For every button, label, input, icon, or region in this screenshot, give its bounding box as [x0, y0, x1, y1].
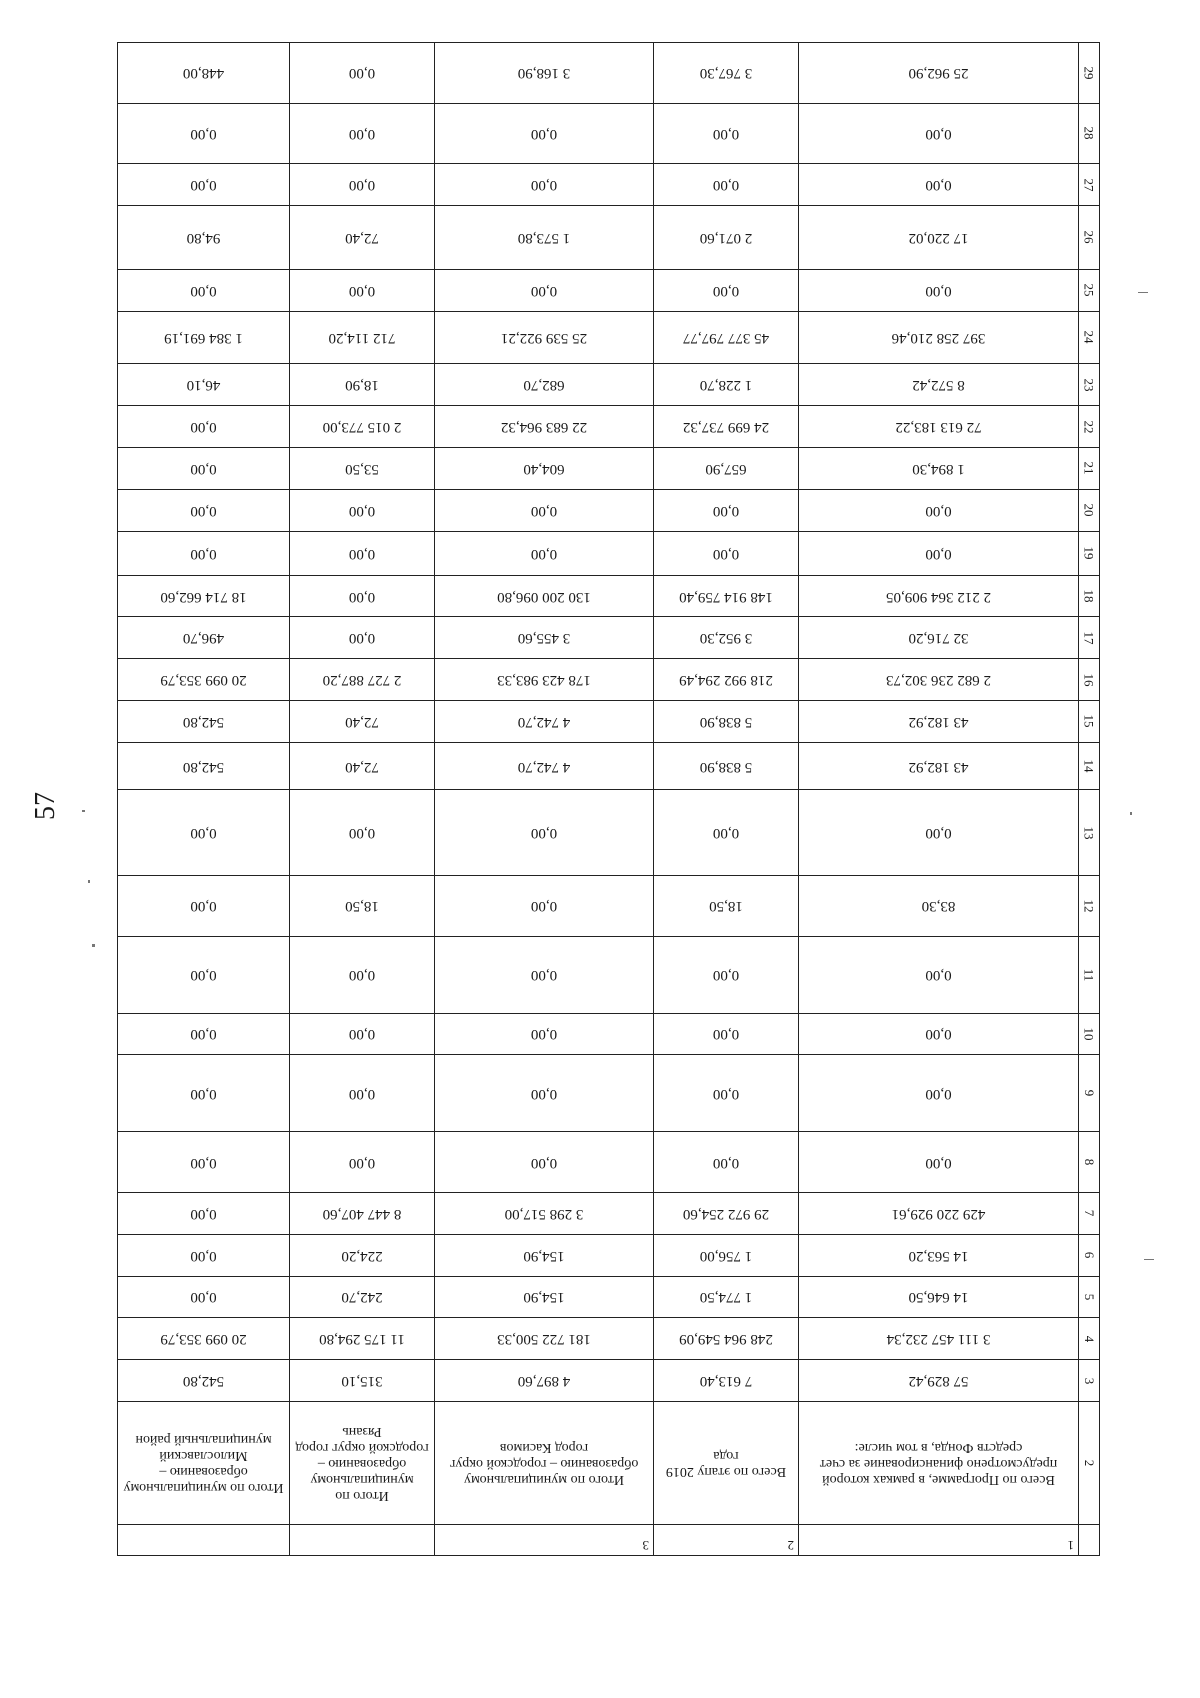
value-cell: 72 613 183,22 — [799, 406, 1079, 448]
value-cell: 2 682 236 302,73 — [799, 659, 1079, 701]
row-number-text: 19 — [1082, 546, 1097, 560]
row-number — [1079, 269, 1100, 311]
value-cell: 0,00 — [654, 531, 799, 575]
value-cell: 0,00 — [118, 531, 290, 575]
value-cell: 3 168,90 — [435, 43, 654, 104]
value-cell: 181 722 500,33 — [435, 1318, 654, 1360]
row-number — [1079, 1013, 1100, 1055]
row-number-text: 16 — [1082, 673, 1097, 687]
row-number — [1079, 1318, 1100, 1360]
value-cell: 2 071,60 — [654, 205, 799, 269]
value-cell: 0,00 — [435, 103, 654, 164]
table-row — [118, 790, 1100, 876]
value-cell: 53,50 — [290, 448, 435, 490]
table-row — [118, 1318, 1100, 1360]
row-number — [1079, 1234, 1100, 1276]
column-number-row — [118, 1525, 1100, 1556]
scan-mark — [1138, 292, 1148, 293]
value-cell: 25 962,90 — [799, 43, 1079, 104]
row-number-text: 3 — [1082, 1377, 1097, 1384]
table-row — [118, 406, 1100, 448]
value-cell: 8 447 407,60 — [290, 1192, 435, 1234]
value-cell: 712 114,20 — [290, 311, 435, 364]
value-cell: 0,00 — [118, 489, 290, 531]
value-cell: 604,40 — [435, 448, 654, 490]
value-cell: 2 212 364 909,05 — [799, 575, 1079, 617]
row-number — [1079, 1360, 1100, 1402]
value-cell: 0,00 — [290, 164, 435, 206]
table-row — [118, 936, 1100, 1013]
value-cell: 0,00 — [118, 936, 290, 1013]
value-cell: 0,00 — [118, 1055, 290, 1132]
value-cell: 3 952,30 — [654, 617, 799, 659]
table-row — [118, 1132, 1100, 1193]
value-cell: 0,00 — [290, 1132, 435, 1193]
value-cell: 0,00 — [799, 936, 1079, 1013]
row-number-text: 4 — [1082, 1335, 1097, 1342]
value-cell: 0,00 — [290, 43, 435, 104]
row-number-text: 21 — [1082, 461, 1097, 475]
value-cell: 0,00 — [290, 103, 435, 164]
row-number — [1079, 1401, 1100, 1524]
value-cell: 0,00 — [799, 790, 1079, 876]
value-cell: 0,00 — [654, 164, 799, 206]
value-cell: 154,90 — [435, 1234, 654, 1276]
value-cell: 14 563,20 — [799, 1234, 1079, 1276]
column-number-cell — [290, 1525, 435, 1556]
row-number — [1079, 936, 1100, 1013]
value-cell: 43 182,92 — [799, 701, 1079, 743]
value-cell: 1 384 691,19 — [118, 311, 290, 364]
value-cell: 0,00 — [799, 103, 1079, 164]
row-number — [1079, 1055, 1100, 1132]
value-cell: 29 972 254,60 — [654, 1192, 799, 1234]
row-number — [1079, 164, 1100, 206]
row-number-text: 2 — [1082, 1459, 1097, 1467]
column-number-cell — [1079, 1525, 1100, 1556]
value-cell: 0,00 — [118, 1132, 290, 1193]
value-cell: 72,40 — [290, 205, 435, 269]
value-cell: 1 894,30 — [799, 448, 1079, 490]
value-cell: 57 829,42 — [799, 1360, 1079, 1402]
value-cell: 154,90 — [435, 1276, 654, 1318]
row-number-text: 28 — [1082, 126, 1097, 140]
row-number-text: 15 — [1082, 714, 1097, 728]
value-cell: 5 838,90 — [654, 742, 799, 789]
value-cell: 0,00 — [654, 269, 799, 311]
scan-mark — [1144, 1259, 1154, 1260]
value-cell: 0,00 — [799, 531, 1079, 575]
row-number-text: 7 — [1082, 1210, 1097, 1217]
value-cell: 429 220 929,61 — [799, 1192, 1079, 1234]
header-row — [118, 1401, 1100, 1524]
value-cell: 17 220,02 — [799, 205, 1079, 269]
row-number — [1079, 701, 1100, 743]
value-cell: 1 756,00 — [654, 1234, 799, 1276]
table-row — [118, 364, 1100, 406]
table-row — [118, 659, 1100, 701]
column-header: Итого по муниципальному образованию – Милославский муниципальный район — [118, 1401, 290, 1524]
table-row — [118, 164, 1100, 206]
value-cell: 0,00 — [118, 1192, 290, 1234]
value-cell: 0,00 — [290, 936, 435, 1013]
row-number-text: 5 — [1082, 1293, 1097, 1301]
scan-mark — [88, 880, 90, 883]
value-cell: 3 111 457 232,34 — [799, 1318, 1079, 1360]
row-number — [1079, 448, 1100, 490]
table-row — [118, 1192, 1100, 1234]
row-number-text: 17 — [1082, 631, 1097, 645]
value-cell: 0,00 — [799, 269, 1079, 311]
column-header: Итого по муниципальному образованию – городской округ город Касимов — [435, 1401, 654, 1524]
value-cell: 0,00 — [654, 1013, 799, 1055]
row-number — [1079, 1192, 1100, 1234]
value-cell: 7 613,40 — [654, 1360, 799, 1402]
row-number-text: 24 — [1082, 330, 1097, 344]
value-cell: 4 742,70 — [435, 701, 654, 743]
row-number-text: 14 — [1082, 759, 1097, 773]
table-row — [118, 1013, 1100, 1055]
value-cell: 0,00 — [435, 936, 654, 1013]
value-cell: 397 258 210,46 — [799, 311, 1079, 364]
value-cell: 218 992 294,49 — [654, 659, 799, 701]
row-number — [1079, 790, 1100, 876]
row-number-text: 29 — [1082, 66, 1097, 80]
value-cell: 0,00 — [290, 1055, 435, 1132]
value-cell: 178 423 983,33 — [435, 659, 654, 701]
row-number-text: 8 — [1082, 1158, 1097, 1166]
value-cell: 0,00 — [290, 531, 435, 575]
scan-mark — [92, 944, 95, 947]
value-cell: 14 646,50 — [799, 1276, 1079, 1318]
value-cell: 0,00 — [654, 790, 799, 876]
value-cell: 8 572,42 — [799, 364, 1079, 406]
value-cell: 0,00 — [290, 489, 435, 531]
value-cell: 0,00 — [799, 164, 1079, 206]
value-cell: 45 377 797,77 — [654, 311, 799, 364]
row-number — [1079, 617, 1100, 659]
value-cell: 130 200 096,80 — [435, 575, 654, 617]
value-cell: 5 838,90 — [654, 701, 799, 743]
value-cell: 224,20 — [290, 1234, 435, 1276]
table-row — [118, 1276, 1100, 1318]
table-row — [118, 489, 1100, 531]
value-cell: 0,00 — [435, 1055, 654, 1132]
value-cell: 0,00 — [435, 164, 654, 206]
value-cell: 3 455,60 — [435, 617, 654, 659]
value-cell: 0,00 — [654, 489, 799, 531]
row-number-text: 22 — [1082, 420, 1097, 434]
row-number — [1079, 43, 1100, 104]
row-number-text: 9 — [1082, 1090, 1097, 1097]
row-number-text: 25 — [1082, 283, 1097, 297]
row-number-text: 18 — [1082, 589, 1097, 603]
value-cell: 18,50 — [654, 876, 799, 937]
row-number-text: 27 — [1082, 178, 1097, 192]
value-cell: 0,00 — [654, 1055, 799, 1132]
scan-mark — [1130, 812, 1132, 815]
row-number-text: 13 — [1082, 826, 1097, 840]
value-cell: 2 727 887,20 — [290, 659, 435, 701]
value-cell: 148 914 759,40 — [654, 575, 799, 617]
table-row — [118, 205, 1100, 269]
value-cell: 46,10 — [118, 364, 290, 406]
value-cell: 0,00 — [799, 1055, 1079, 1132]
value-cell: 657,90 — [654, 448, 799, 490]
value-cell: 448,00 — [118, 43, 290, 104]
value-cell: 0,00 — [435, 1132, 654, 1193]
value-cell: 32 716,20 — [799, 617, 1079, 659]
column-header: Всего по Программе, в рамках которой предусмотрено финансирование за счет средств Фонда, в том числе: — [799, 1401, 1079, 1524]
table-row — [118, 617, 1100, 659]
table-row — [118, 701, 1100, 743]
value-cell: 0,00 — [799, 1132, 1079, 1193]
value-cell: 0,00 — [654, 936, 799, 1013]
value-cell: 248 964 549,09 — [654, 1318, 799, 1360]
value-cell: 11 175 294,80 — [290, 1318, 435, 1360]
row-number — [1079, 103, 1100, 164]
row-number — [1079, 489, 1100, 531]
value-cell: 0,00 — [435, 876, 654, 937]
value-cell: 25 539 922,21 — [435, 311, 654, 364]
value-cell: 24 699 737,32 — [654, 406, 799, 448]
table-row — [118, 311, 1100, 364]
financing-table — [118, 42, 1100, 1556]
value-cell: 22 683 964,32 — [435, 406, 654, 448]
table-row — [118, 43, 1100, 104]
row-number-text: 11 — [1082, 968, 1097, 981]
value-cell: 542,80 — [118, 742, 290, 789]
value-cell: 0,00 — [435, 1013, 654, 1055]
value-cell: 0,00 — [799, 1013, 1079, 1055]
value-cell: 43 182,92 — [799, 742, 1079, 789]
value-cell: 20 099 353,79 — [118, 659, 290, 701]
value-cell: 4 742,70 — [435, 742, 654, 789]
column-number-cell — [118, 1525, 290, 1556]
column-header: Итого по муниципальному образованию – городской округ город Рязань — [290, 1401, 435, 1524]
value-cell: 0,00 — [435, 489, 654, 531]
value-cell: 315,10 — [290, 1360, 435, 1402]
value-cell: 0,00 — [435, 790, 654, 876]
value-cell: 3 298 517,00 — [435, 1192, 654, 1234]
value-cell: 83,30 — [799, 876, 1079, 937]
row-number — [1079, 311, 1100, 364]
column-number-cell: 2 — [654, 1525, 799, 1556]
table-row — [118, 269, 1100, 311]
value-cell: 1 774,50 — [654, 1276, 799, 1318]
value-cell: 1 573,80 — [435, 205, 654, 269]
value-cell: 2 015 773,00 — [290, 406, 435, 448]
table-row — [118, 876, 1100, 937]
value-cell: 0,00 — [118, 406, 290, 448]
column-number-cell: 3 — [435, 1525, 654, 1556]
row-number — [1079, 659, 1100, 701]
row-number — [1079, 406, 1100, 448]
page-number: 57 — [30, 792, 61, 820]
row-number — [1079, 742, 1100, 789]
value-cell: 18 714 662,60 — [118, 575, 290, 617]
row-number-text: 10 — [1082, 1027, 1097, 1041]
value-cell: 0,00 — [118, 1013, 290, 1055]
value-cell: 496,70 — [118, 617, 290, 659]
value-cell: 0,00 — [654, 103, 799, 164]
value-cell: 72,40 — [290, 742, 435, 789]
value-cell: 0,00 — [290, 269, 435, 311]
row-number — [1079, 1132, 1100, 1193]
scan-mark — [82, 810, 85, 812]
column-number-cell: 1 — [799, 1525, 1079, 1556]
table-row — [118, 103, 1100, 164]
row-number — [1079, 205, 1100, 269]
row-number-text: 23 — [1082, 378, 1097, 392]
table-row — [118, 448, 1100, 490]
value-cell: 242,70 — [290, 1276, 435, 1318]
value-cell: 94,80 — [118, 205, 290, 269]
value-cell: 0,00 — [435, 531, 654, 575]
value-cell: 0,00 — [799, 489, 1079, 531]
value-cell: 542,80 — [118, 701, 290, 743]
value-cell: 0,00 — [118, 1276, 290, 1318]
table-row — [118, 742, 1100, 789]
row-number — [1079, 1276, 1100, 1318]
table-row — [118, 531, 1100, 575]
value-cell: 18,90 — [290, 364, 435, 406]
value-cell: 0,00 — [118, 876, 290, 937]
value-cell: 0,00 — [118, 103, 290, 164]
value-cell: 3 767,30 — [654, 43, 799, 104]
value-cell: 0,00 — [118, 790, 290, 876]
value-cell: 0,00 — [118, 448, 290, 490]
row-number-text: 26 — [1082, 230, 1097, 244]
value-cell: 1 228,70 — [654, 364, 799, 406]
row-number — [1079, 575, 1100, 617]
table-row — [118, 1055, 1100, 1132]
value-cell: 0,00 — [118, 164, 290, 206]
value-cell: 72,40 — [290, 701, 435, 743]
row-number-text: 12 — [1082, 899, 1097, 913]
value-cell: 20 099 353,79 — [118, 1318, 290, 1360]
table-row — [118, 575, 1100, 617]
value-cell: 0,00 — [290, 617, 435, 659]
value-cell: 18,50 — [290, 876, 435, 937]
value-cell: 0,00 — [290, 575, 435, 617]
value-cell: 0,00 — [435, 269, 654, 311]
row-number-text: 6 — [1082, 1251, 1097, 1259]
column-header: Всего по этапу 2019 года — [654, 1401, 799, 1524]
value-cell: 4 897,60 — [435, 1360, 654, 1402]
table-row — [118, 1234, 1100, 1276]
row-number — [1079, 531, 1100, 575]
value-cell: 682,70 — [435, 364, 654, 406]
row-number — [1079, 876, 1100, 937]
value-cell: 542,80 — [118, 1360, 290, 1402]
row-number — [1079, 364, 1100, 406]
value-cell: 0,00 — [118, 269, 290, 311]
value-cell: 0,00 — [290, 1013, 435, 1055]
value-cell: 0,00 — [654, 1132, 799, 1193]
value-cell: 0,00 — [118, 1234, 290, 1276]
table-row — [118, 1360, 1100, 1402]
value-cell: 0,00 — [290, 790, 435, 876]
row-number-text: 20 — [1082, 503, 1097, 517]
